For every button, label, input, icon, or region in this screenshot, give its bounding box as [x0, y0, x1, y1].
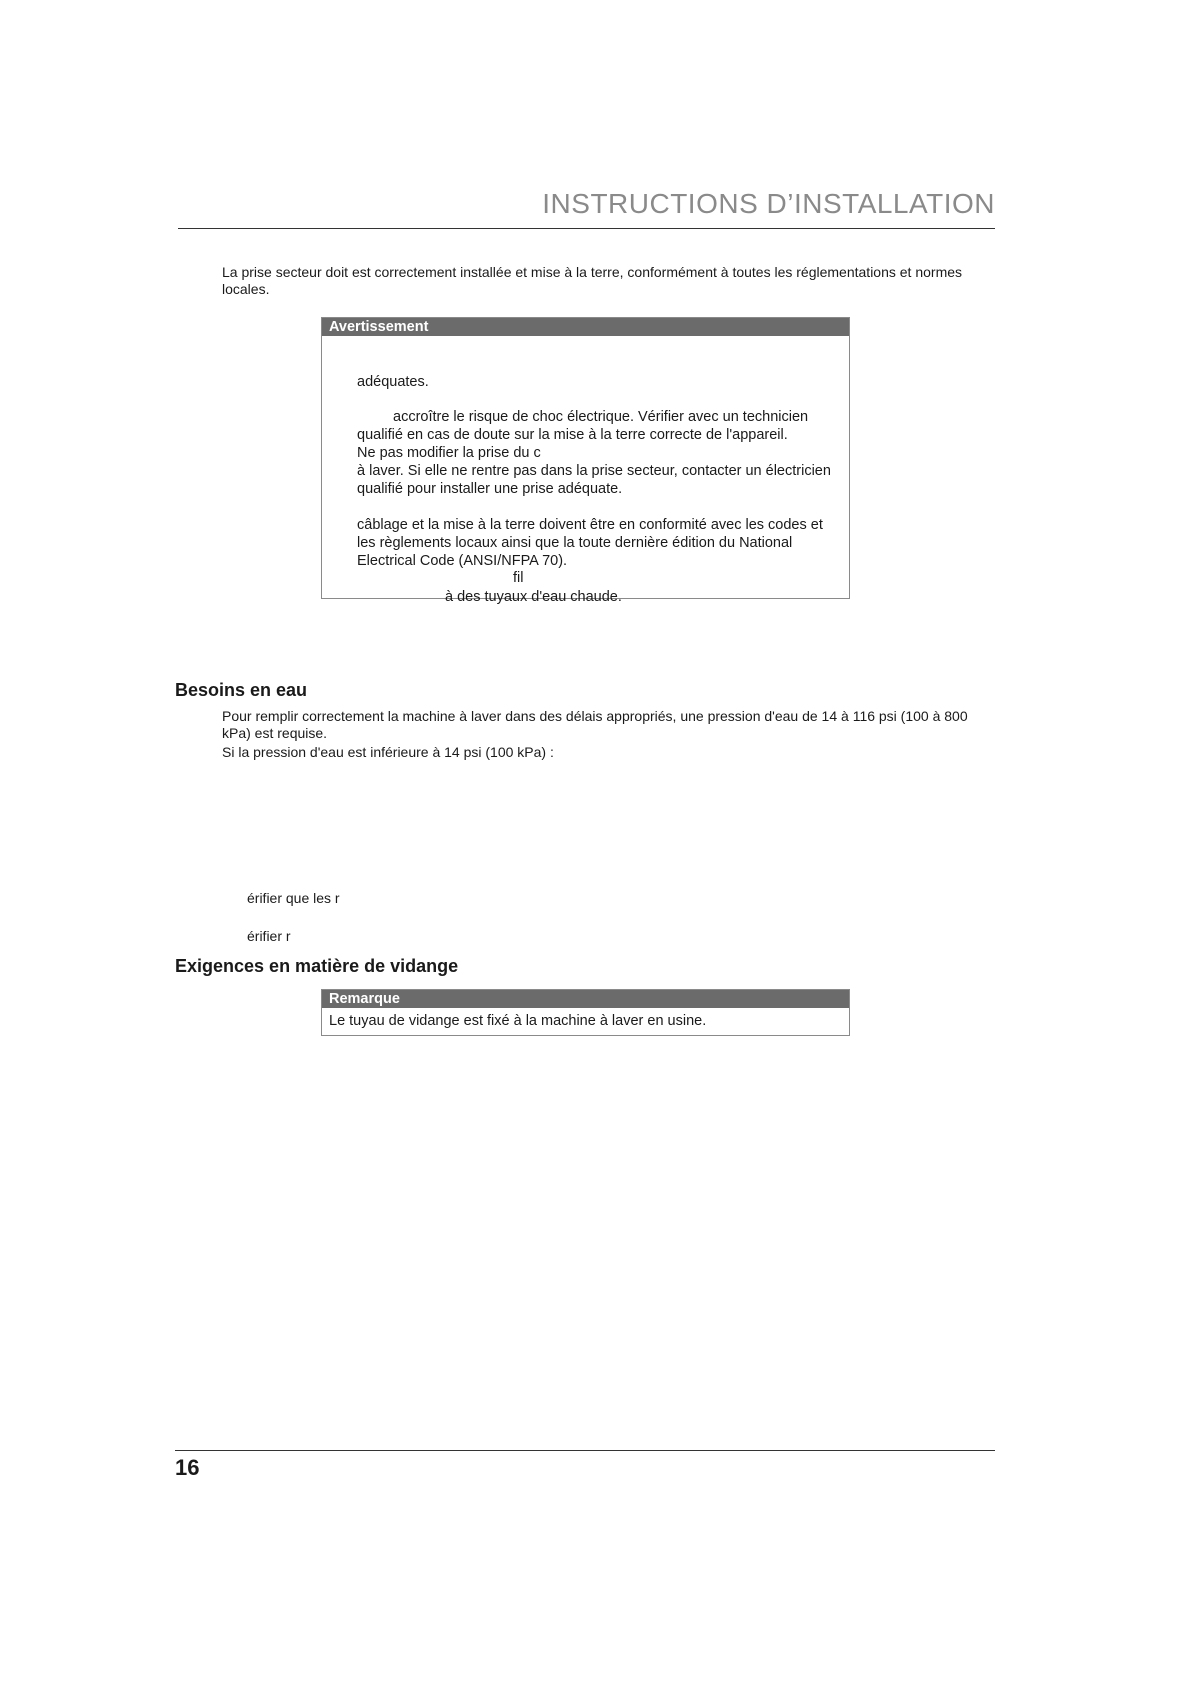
note-body	[322, 1008, 849, 1035]
water-heading: Besoins en eau	[175, 680, 308, 700]
warning-title: Avertissement	[322, 318, 849, 336]
warning-line: qualifié en cas de doute sur la mise à la terre correcte de l'appareil.	[357, 427, 788, 443]
warning-line: qualifié pour installer une prise adéquate.	[357, 481, 623, 497]
warning-box	[321, 317, 850, 605]
note-text: Le tuyau de vidange est fixé à la machine à laver en usine.	[329, 1013, 707, 1029]
warning-line: à laver. Si elle ne rentre pas dans la prise secteur, contacter un électricien	[357, 463, 831, 479]
water-paragraph: Pour remplir correctement la machine à laver dans des délais appropriés, une pression d'eau de 14 à 116 psi (100 à 800 kPa) est requise.	[222, 708, 968, 741]
water-pressure-line: Si la pression d'eau est inférieure à 14 psi (100 kPa) :	[222, 744, 554, 760]
warning-line: les règlements locaux ainsi que la toute dernière édition du National	[357, 535, 793, 551]
drain-heading: Exigences en matière de vidange	[175, 956, 459, 976]
page-number: 16	[175, 1455, 200, 1480]
header-divider	[178, 228, 995, 229]
warning-body	[322, 336, 849, 605]
warning-line: fil	[513, 570, 524, 586]
note-box	[321, 989, 850, 1036]
footer-divider	[175, 1450, 995, 1451]
warning-line: à des tuyaux d'eau chaude.	[445, 589, 622, 605]
note-title: Remarque	[322, 990, 849, 1008]
warning-line: Electrical Code (ANSI/NFPA 70).	[357, 553, 568, 569]
page-title: INSTRUCTIONS D’INSTALLATION	[542, 188, 995, 219]
warning-line: Ne pas modifier la prise du c	[357, 445, 541, 461]
warning-line: câblage et la mise à la terre doivent être en conformité avec les codes et	[357, 517, 823, 533]
warning-line: adéquates.	[357, 374, 429, 390]
intro-paragraph: La prise secteur doit est correctement installée et mise à la terre, conformément à toutes les réglementations et normes locales.	[222, 264, 963, 297]
warning-line: accroître le risque de choc électrique. Vérifier avec un technicien	[393, 409, 809, 425]
water-fragment: érifier que les r	[247, 890, 340, 906]
water-fragment: érifier r	[247, 928, 291, 944]
